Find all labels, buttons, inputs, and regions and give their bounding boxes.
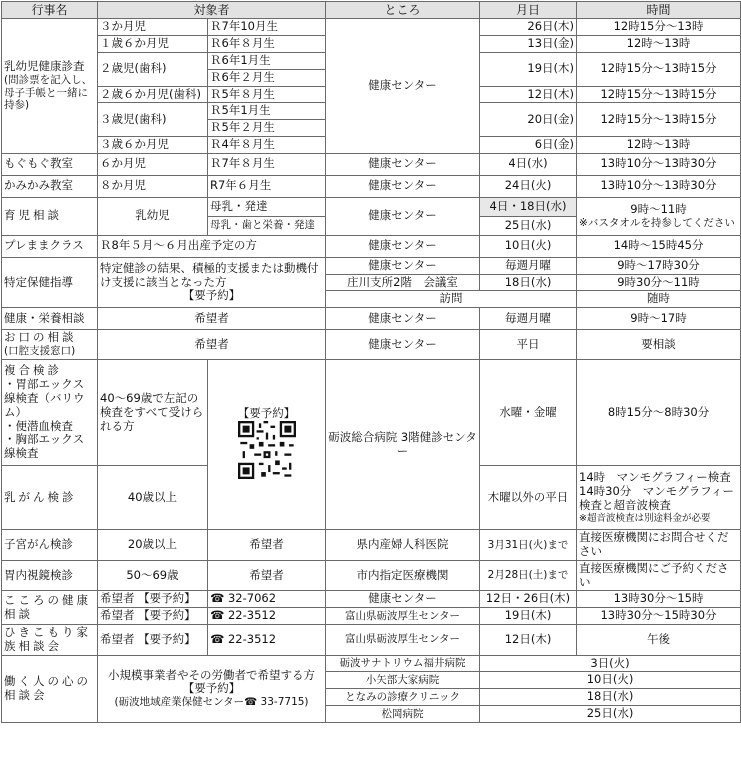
table-row bbox=[2, 197, 741, 216]
date-cell: 3月31日(火)まで bbox=[480, 530, 577, 561]
time-cell: 8時15分～8時30分 bbox=[577, 360, 741, 466]
table-row bbox=[2, 153, 741, 175]
tel-cell: ☎ 22-3512 bbox=[208, 608, 326, 625]
date-cell: 26日(木) bbox=[480, 19, 577, 36]
inai-name: 胃内視鏡検診 bbox=[2, 560, 98, 591]
place-cell: 庄川支所2階 会議室 bbox=[326, 274, 480, 291]
table-row bbox=[2, 360, 741, 466]
age-cell: ３か月児 bbox=[98, 19, 208, 36]
date-cell: 20日(金) bbox=[480, 103, 577, 137]
hataraku-name: 働く人の心の相談会 bbox=[2, 655, 98, 722]
table-row bbox=[2, 655, 741, 672]
sub-cell: 母乳・歯と栄養・発達 bbox=[208, 216, 326, 235]
table-row bbox=[2, 235, 741, 257]
table-row bbox=[2, 591, 741, 608]
place-cell: 県内産婦人科医院 bbox=[326, 530, 480, 561]
header-name: 行事名 bbox=[2, 2, 98, 19]
date-cell: 13日(金) bbox=[480, 36, 577, 53]
date-cell: 18日(水) bbox=[480, 689, 741, 706]
birth-cell: Ｒ4年８月生 bbox=[208, 136, 326, 153]
premama-name: プレままクラス bbox=[2, 235, 98, 257]
birth-cell: Ｒ7年８月生 bbox=[208, 153, 326, 175]
target-cell: 希望者 【要予約】 bbox=[98, 608, 208, 625]
time-cell: 13時30分～15時30分 bbox=[577, 608, 741, 625]
tel-cell: ☎ 22-3512 bbox=[208, 624, 326, 655]
place-cell: 富山県砺波厚生センター bbox=[326, 608, 480, 625]
date-cell: 19日(木) bbox=[480, 608, 577, 625]
date-cell: 10日(火) bbox=[480, 235, 577, 257]
time-cell: 14時 マンモグラフィー検査 14時30分 マンモグラフィー検査と超音波検査 ※超音波検査は別途料金が必要 bbox=[577, 466, 741, 530]
infant-checkup-place: 健康センター bbox=[326, 19, 480, 153]
table-row bbox=[2, 560, 741, 591]
hikikomori-name: ひきこもり家族相談会 bbox=[2, 624, 98, 655]
health-schedule-table bbox=[1, 1, 741, 723]
date-cell: 2月28日(土)まで bbox=[480, 560, 577, 591]
age-cell: ２歳児(歯科) bbox=[98, 52, 208, 86]
header-target: 対象者 bbox=[98, 2, 326, 19]
place-cell: となみの診療クリニック bbox=[326, 689, 480, 706]
date-cell: 4日・18日(水) bbox=[480, 197, 577, 216]
target-cell: 40歳以上 bbox=[98, 466, 208, 530]
target-cell: 20歳以上 bbox=[98, 530, 208, 561]
age-cell: ３歳６か月児 bbox=[98, 136, 208, 153]
place-cell: 健康センター bbox=[326, 153, 480, 175]
date-cell: 毎週月曜 bbox=[480, 308, 577, 330]
birth-cell: R7年６月生 bbox=[208, 175, 326, 197]
eiyou-name: 健康・栄養相談 bbox=[2, 308, 98, 330]
target-cell: 40～69歳で左記の検査をすべて受けられる方 bbox=[98, 360, 208, 466]
time-cell: 随時 bbox=[577, 291, 741, 308]
date-cell: 木曜以外の平日 bbox=[480, 466, 577, 530]
table-row bbox=[2, 624, 741, 655]
kamikami-name: かみかみ教室 bbox=[2, 175, 98, 197]
date-cell: 19日(木) bbox=[480, 52, 577, 86]
fukugo-name: 複合検診 ・胃部エックス線検査（バリウム） ・便潜血検査 ・胸部エックス線検査 bbox=[2, 360, 98, 466]
time-cell: 要相談 bbox=[577, 330, 741, 360]
date-cell: 10日(火) bbox=[480, 672, 741, 689]
date-cell: 3日(火) bbox=[480, 655, 741, 672]
date-cell: 25日(水) bbox=[480, 216, 577, 235]
tokutei-name: 特定保健指導 bbox=[2, 257, 98, 307]
target-cell: 希望者 bbox=[98, 330, 326, 360]
target-cell: 小規模事業者やその労働者で希望する方 【要予約】 (砺波地域産業保健センター☎ 33-7715) bbox=[98, 655, 326, 722]
header-place: ところ bbox=[326, 2, 480, 19]
date-cell: 18日(水) bbox=[480, 274, 577, 291]
table-row bbox=[2, 19, 741, 36]
qr-code-icon[interactable] bbox=[238, 421, 296, 479]
target-cell: 乳幼児 bbox=[98, 197, 208, 235]
date-cell: 水曜・金曜 bbox=[480, 360, 577, 466]
sub-cell: 母乳・発達 bbox=[208, 197, 326, 216]
nyugan-name: 乳がん検診 bbox=[2, 466, 98, 530]
date-cell: 12日(木) bbox=[480, 86, 577, 103]
birth-cell: Ｒ7年10月生 bbox=[208, 19, 326, 36]
header-date: 月日 bbox=[480, 2, 577, 19]
place-cell: 市内指定医療機関 bbox=[326, 560, 480, 591]
date-cell: 6日(金) bbox=[480, 136, 577, 153]
place-cell: 砺波総合病院 3階健診センター bbox=[326, 360, 480, 530]
age-cell: ２歳６か月児(歯科) bbox=[98, 86, 208, 103]
birth-cell: Ｒ6年２月生 bbox=[208, 69, 326, 86]
mogumogu-name: もぐもぐ教室 bbox=[2, 153, 98, 175]
target-cell: Ｒ8年５月～６月出産予定の方 bbox=[98, 235, 326, 257]
table-row bbox=[2, 608, 741, 625]
birth-cell: Ｒ6年1月生 bbox=[208, 52, 326, 69]
table-row bbox=[2, 530, 741, 561]
table-row bbox=[2, 330, 741, 360]
time-cell: 9時～17時30分 bbox=[577, 257, 741, 274]
oral-name: お口の相談 (口腔支援窓口) bbox=[2, 330, 98, 360]
table-row bbox=[2, 257, 741, 274]
age-cell: ３歳児(歯科) bbox=[98, 103, 208, 137]
target-cell: 希望者 bbox=[98, 308, 326, 330]
place-cell: 健康センター bbox=[326, 308, 480, 330]
reserve-qr-cell: 【要予約】 bbox=[208, 360, 326, 530]
birth-cell: Ｒ6年８月生 bbox=[208, 36, 326, 53]
place-cell: 健康センター bbox=[326, 257, 480, 274]
time-cell: 14時～15時45分 bbox=[577, 235, 741, 257]
shikyu-name: 子宮がん検診 bbox=[2, 530, 98, 561]
date-cell: 平日 bbox=[480, 330, 577, 360]
birth-cell: Ｒ5年８月生 bbox=[208, 86, 326, 103]
target-cell: 希望者 【要予約】 bbox=[98, 591, 208, 608]
time-cell: 直接医療機関にお問合せください bbox=[577, 530, 741, 561]
tel-cell: ☎ 32-7062 bbox=[208, 591, 326, 608]
target-cell: 希望者 【要予約】 bbox=[98, 624, 208, 655]
place-cell: 砺波サナトリウム福井病院 bbox=[326, 655, 480, 672]
date-cell: 12日(木) bbox=[480, 624, 577, 655]
place-cell: 健康センター bbox=[326, 175, 480, 197]
date-cell: 24日(火) bbox=[480, 175, 577, 197]
date-cell: 12日・26日(木) bbox=[480, 591, 577, 608]
target-cell: 希望者 bbox=[208, 560, 326, 591]
time-cell: 9時30分～11時 bbox=[577, 274, 741, 291]
date-cell: 4日(水) bbox=[480, 153, 577, 175]
table-row bbox=[2, 308, 741, 330]
time-cell: 午後 bbox=[577, 624, 741, 655]
birth-cell: Ｒ5年1月生 bbox=[208, 103, 326, 120]
place-cell: 健康センター bbox=[326, 235, 480, 257]
time-cell: 9時～17時 bbox=[577, 308, 741, 330]
time-cell: 12時15分～13時15分 bbox=[577, 103, 741, 137]
age-cell: ６か月児 bbox=[98, 153, 208, 175]
place-cell: 訪問 bbox=[326, 291, 577, 308]
age-cell: １歳６か月児 bbox=[98, 36, 208, 53]
kokoro-name: こころの健康相談 bbox=[2, 591, 98, 625]
time-cell: 13時10分～13時30分 bbox=[577, 175, 741, 197]
age-cell: ８か月児 bbox=[98, 175, 208, 197]
ikuji-name: 育児相談 bbox=[2, 197, 98, 235]
header-time: 時間 bbox=[577, 2, 741, 19]
date-cell: 毎週月曜 bbox=[480, 257, 577, 274]
date-cell: 25日(水) bbox=[480, 705, 741, 722]
time-cell: 12時15分～13時15分 bbox=[577, 86, 741, 103]
table-row bbox=[2, 175, 741, 197]
target-cell: 50～69歳 bbox=[98, 560, 208, 591]
place-cell: 松岡病院 bbox=[326, 705, 480, 722]
infant-checkup-name: 乳幼児健康診査 (問診票を記入し、母子手帳と一緒に持参) bbox=[2, 19, 98, 153]
time-cell: 12時15分～13時15分 bbox=[577, 52, 741, 86]
time-cell: 12時～13時 bbox=[577, 136, 741, 153]
place-cell: 富山県砺波厚生センター bbox=[326, 624, 480, 655]
target-cell: 希望者 bbox=[208, 530, 326, 561]
place-cell: 健康センター bbox=[326, 330, 480, 360]
time-cell: 13時10分～13時30分 bbox=[577, 153, 741, 175]
time-cell: 12時～13時 bbox=[577, 36, 741, 53]
place-cell: 健康センター bbox=[326, 591, 480, 608]
target-cell: 特定健診の結果、積極的支援または動機付け支援に該当となった方 【要予約】 bbox=[98, 257, 326, 307]
place-cell: 健康センター bbox=[326, 197, 480, 235]
place-cell: 小矢部大家病院 bbox=[326, 672, 480, 689]
birth-cell: Ｒ5年２月生 bbox=[208, 120, 326, 137]
time-cell: 直接医療機関にご予約ください bbox=[577, 560, 741, 591]
time-cell: 12時15分～13時 bbox=[577, 19, 741, 36]
time-cell: 9時～11時 ※バスタオルを持参してください bbox=[577, 197, 741, 235]
time-cell: 13時30分～15時 bbox=[577, 591, 741, 608]
